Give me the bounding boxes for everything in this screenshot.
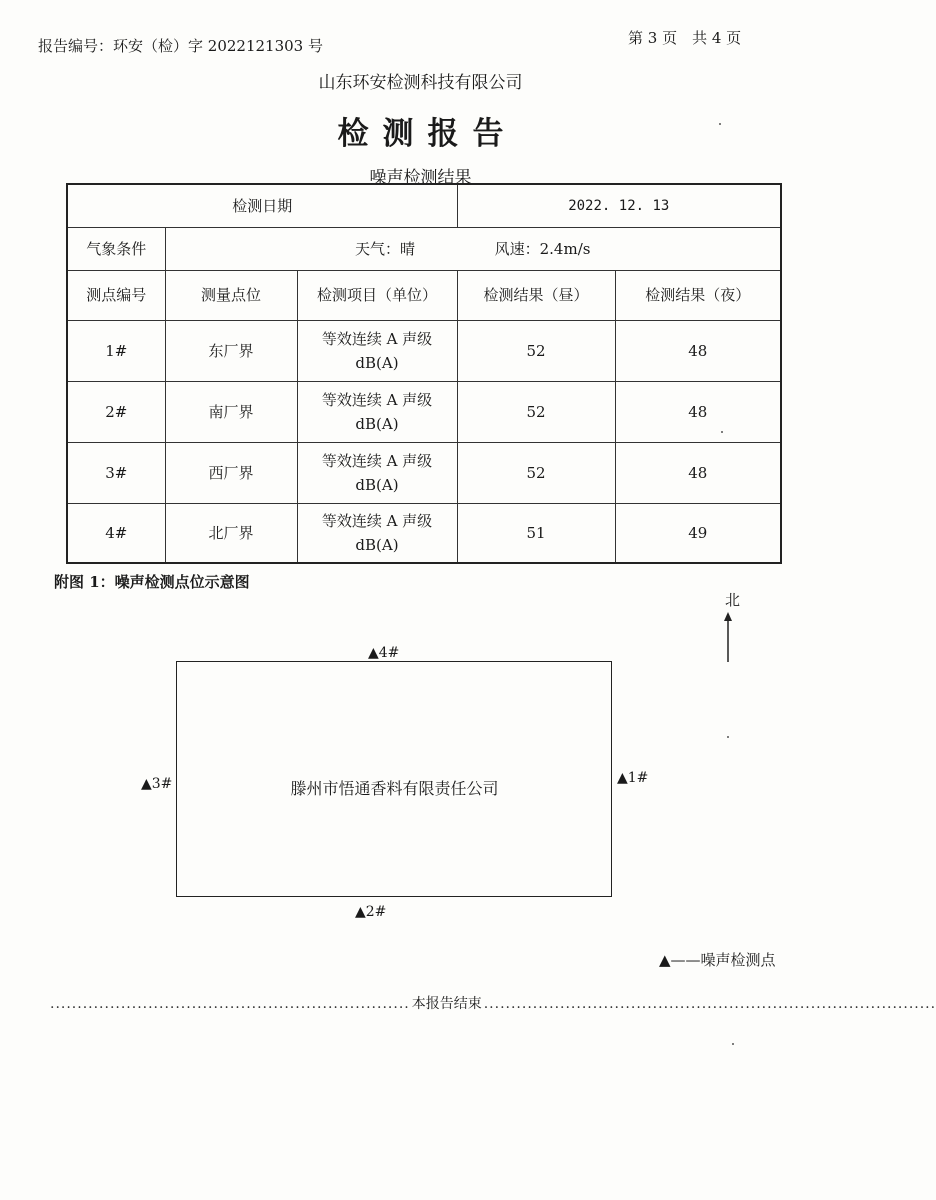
dotted-leader-right: ................................................................................... — [483, 996, 936, 1012]
header-row — [67, 270, 781, 320]
item-name: 等效连续 A 声级 — [321, 511, 433, 530]
north-label: 北 — [725, 591, 741, 609]
scan-speck — [732, 1043, 734, 1045]
report-number: 报告编号：环安（检）字 2022121303 号 — [38, 37, 323, 55]
north-arrow-icon — [722, 612, 734, 664]
wind-speed: 风速：2.4m/s — [494, 239, 591, 258]
header-item: 检测项目（单位） — [297, 270, 457, 320]
factory-name: 滕州市悟通香料有限责任公司 — [290, 779, 499, 798]
result-day: 51 — [457, 503, 615, 563]
header-point-id: 测点编号 — [67, 270, 165, 320]
table-row — [67, 503, 781, 563]
test-item — [297, 503, 457, 563]
dotted-leader-left: .................................................................. — [50, 996, 410, 1012]
point-id: 4# — [67, 503, 165, 563]
report-title: 检测报告 — [337, 116, 518, 152]
header-location: 测量点位 — [165, 270, 297, 320]
report-end-line — [50, 993, 936, 1013]
result-night: 49 — [615, 503, 781, 563]
point-id: 3# — [67, 442, 165, 503]
point-id: 2# — [67, 381, 165, 442]
scan-speck — [727, 736, 729, 738]
test-item — [297, 320, 457, 381]
monitoring-point-3: ▲3# — [141, 776, 173, 792]
result-night: 48 — [615, 442, 781, 503]
date-value: 2022. 12. 13 — [457, 184, 781, 227]
test-item — [297, 381, 457, 442]
test-item — [297, 442, 457, 503]
company-header: 山东环安检测科技有限公司 — [318, 73, 523, 93]
result-day: 52 — [457, 320, 615, 381]
result-day: 52 — [457, 381, 615, 442]
date-label: 检测日期 — [67, 184, 457, 227]
table-row — [67, 442, 781, 503]
point-location: 南厂界 — [165, 381, 297, 442]
result-night: 48 — [615, 381, 781, 442]
result-day: 52 — [457, 442, 615, 503]
date-row — [67, 184, 781, 227]
item-unit: dB(A) — [355, 353, 399, 372]
header-result-night: 检测结果（夜） — [615, 270, 781, 320]
scan-speck — [721, 431, 723, 433]
header-result-day: 检测结果（昼） — [457, 270, 615, 320]
weather-condition: 天气：晴 — [355, 239, 416, 258]
table-row — [67, 381, 781, 442]
figure-caption: 附图 1：噪声检测点位示意图 — [54, 573, 250, 591]
result-night: 48 — [615, 320, 781, 381]
scan-speck — [719, 123, 721, 125]
item-name: 等效连续 A 声级 — [321, 329, 433, 348]
page-number: 第 3 页 共 4 页 — [628, 29, 742, 47]
point-location: 西厂界 — [165, 442, 297, 503]
item-unit: dB(A) — [355, 414, 399, 433]
report-end-text: 本报告结束 — [411, 996, 482, 1012]
table-row — [67, 320, 781, 381]
weather-value — [165, 227, 781, 270]
point-location: 东厂界 — [165, 320, 297, 381]
item-unit: dB(A) — [355, 535, 399, 554]
item-name: 等效连续 A 声级 — [321, 451, 433, 470]
weather-row — [67, 227, 781, 270]
weather-label: 气象条件 — [67, 227, 165, 270]
point-location: 北厂界 — [165, 503, 297, 563]
monitoring-point-1: ▲1# — [617, 770, 649, 786]
table-title: 噪声检测结果 — [369, 168, 472, 188]
legend: ▲——噪声检测点 — [659, 951, 776, 969]
monitoring-point-2: ▲2# — [355, 904, 387, 920]
point-id: 1# — [67, 320, 165, 381]
item-name: 等效连续 A 声级 — [321, 390, 433, 409]
noise-results-table — [66, 183, 782, 564]
monitoring-point-4: ▲4# — [368, 645, 400, 661]
item-unit: dB(A) — [355, 475, 399, 494]
